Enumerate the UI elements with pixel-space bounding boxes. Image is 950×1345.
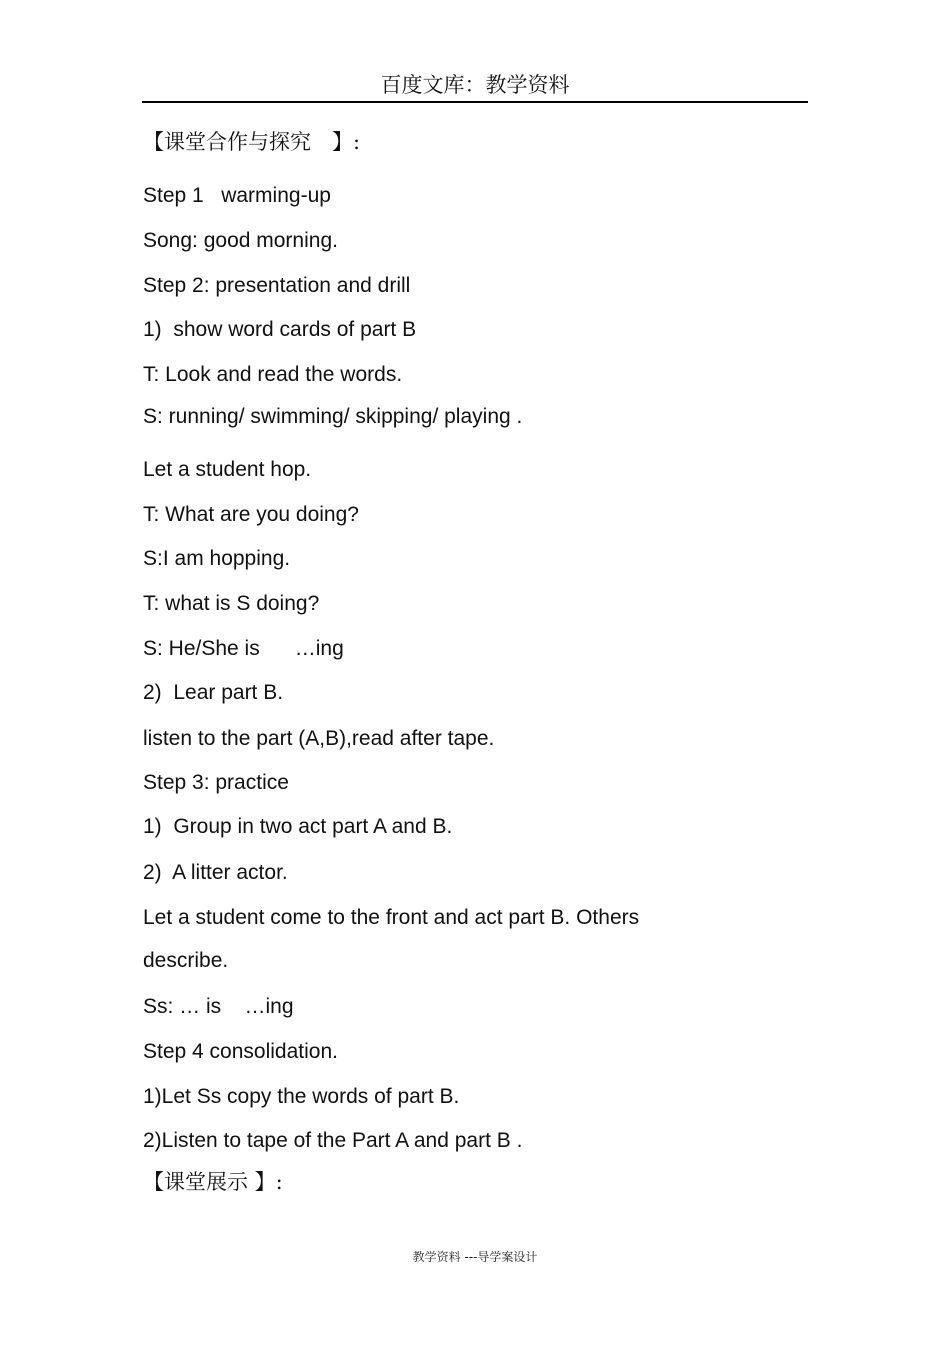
- text-line: S: running/ swimming/ skipping/ playing .: [143, 405, 523, 428]
- text-line: 1)Let Ss copy the words of part B.: [143, 1085, 460, 1108]
- text-line: 2) Lear part B.: [143, 681, 284, 704]
- section-heading-display: 【课堂展示 】:: [143, 1170, 283, 1194]
- text-line: listen to the part (A,B),read after tape.: [143, 727, 495, 750]
- text-line: 2)Listen to tape of the Part A and part B .: [143, 1129, 523, 1152]
- text-line: Step 3: practice: [143, 771, 289, 794]
- text-line: T: Look and read the words.: [143, 363, 403, 386]
- header-divider: [142, 101, 808, 103]
- text-line: S: He/She is …ing: [143, 637, 344, 660]
- page-header-title: 百度文库：教学资料: [380, 73, 570, 97]
- text-line: S:I am hopping.: [143, 547, 291, 570]
- text-line: Let a student hop.: [143, 458, 312, 481]
- text-line: Ss: … is …ing: [143, 995, 294, 1018]
- section-heading-cooperation: 【课堂合作与探究 】:: [143, 130, 361, 154]
- text-line: T: What are you doing?: [143, 503, 359, 526]
- text-line: Step 4 consolidation.: [143, 1040, 338, 1063]
- text-line: Step 1 warming-up: [143, 184, 331, 207]
- text-line: 1) show word cards of part B: [143, 318, 417, 341]
- text-line: describe.: [143, 949, 229, 972]
- page-footer: 教学资料 ---导学案设计: [412, 1250, 538, 1264]
- text-line: 1) Group in two act part A and B.: [143, 815, 453, 838]
- text-line: 2) A litter actor.: [143, 861, 288, 884]
- text-line: Song: good morning.: [143, 229, 338, 252]
- text-line: Let a student come to the front and act part B. Others: [143, 906, 640, 929]
- text-line: Step 2: presentation and drill: [143, 274, 411, 297]
- text-line: T: what is S doing?: [143, 592, 320, 615]
